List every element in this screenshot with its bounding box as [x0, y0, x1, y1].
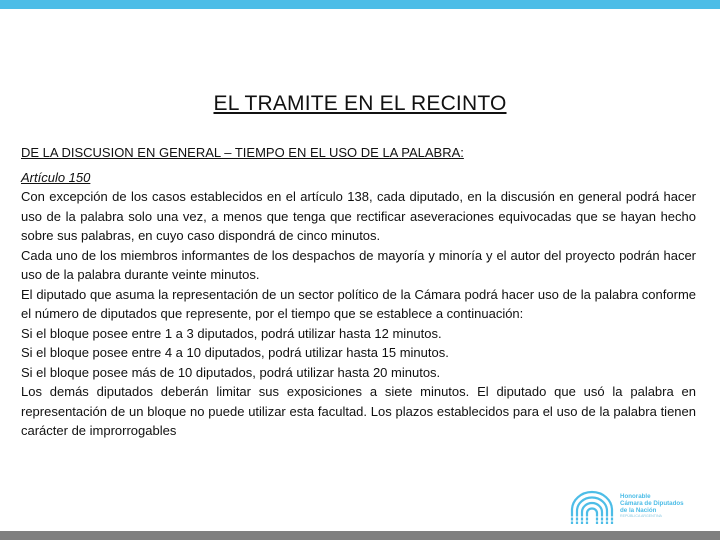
logo-line: de la Nación [620, 507, 657, 514]
paragraph: Con excepción de los casos establecidos en el artículo 138, cada diputado, en la discusión en general podrá hacer uso de la palabra solo una vez, a menos que tenga que rectificar aseveraciones equivocadas que se hayan hecho sobre sus palabras, en cuyo caso dispondrá de cinco minutos. [21, 189, 696, 243]
paragraph: Si el bloque posee entre 4 a 10 diputados, podrá utilizar hasta 15 minutos. [21, 345, 449, 360]
section-subtitle: DE LA DISCUSION EN GENERAL – TIEMPO EN EL USO DE LA PALABRA: [21, 145, 464, 160]
logo-line: REPÚBLICA ARGENTINA [620, 514, 662, 518]
paragraph: Cada uno de los miembros informantes de los despachos de mayoría y minoría y el autor del proyecto podrán hacer uso de la palabra durante veinte minutos. [21, 247, 696, 282]
paragraph: Los demás diputados deberán limitar sus exposiciones a siete minutos. El diputado que usó la palabra en representación de un bloque no puede utilizar esta facultad. Los plazos establecidos para el uso de la palabra tienen carácter de improrrogables [21, 384, 696, 438]
bottom-bar [0, 531, 720, 540]
logo-line: Honorable [620, 493, 651, 500]
top-accent-bar [0, 0, 720, 9]
article-heading: Artículo 150 [21, 169, 91, 185]
chamber-logo [568, 490, 688, 526]
document-body [21, 143, 696, 441]
paragraph: El diputado que asuma la representación de un sector político de la Cámara podrá hacer uso de la palabra conforme el número de diputados que represente, por el tiempo que se establece a continuación: [21, 286, 696, 321]
paragraph: Si el bloque posee entre 1 a 3 diputados, podrá utilizar hasta 12 minutos. [21, 325, 442, 341]
logo-line: Cámara de Diputados [620, 500, 684, 507]
paragraph: Si el bloque posee más de 10 diputados, podrá utilizar hasta 20 minutos. [21, 364, 441, 380]
logo-text [620, 493, 690, 519]
page-title: EL TRAMITE EN EL RECINTO [213, 92, 507, 115]
chamber-dome-icon [568, 490, 616, 526]
